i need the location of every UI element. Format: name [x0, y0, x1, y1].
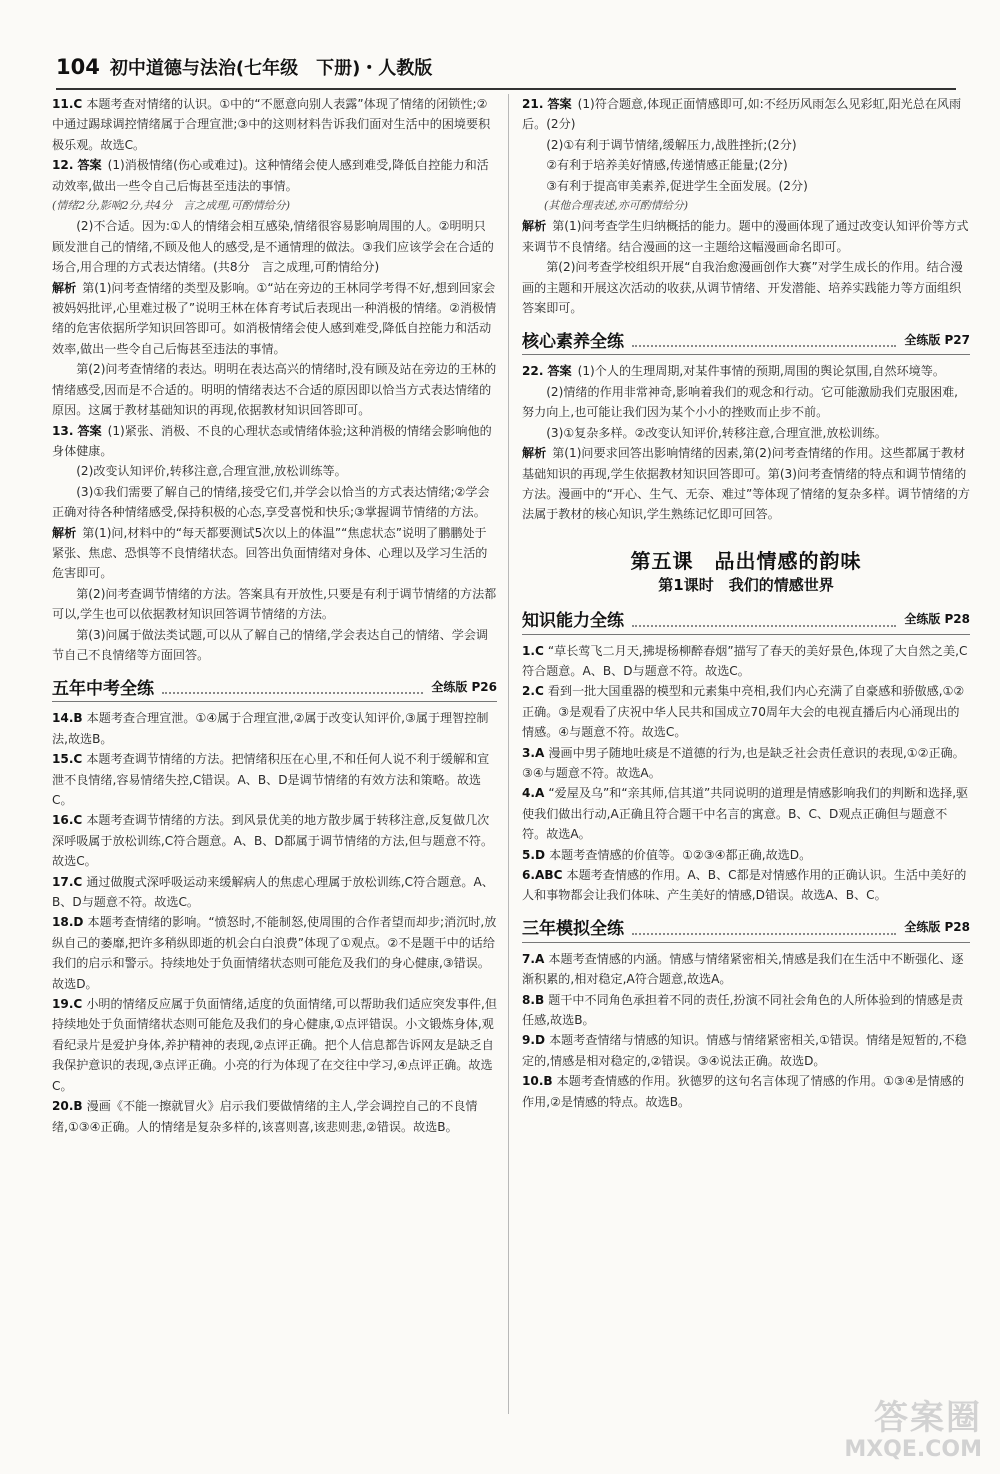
- lesson-subtitle: 第1课时 我们的情感世界: [658, 576, 834, 595]
- answer-list: [522, 949, 970, 1112]
- answer-item: 11.C 本题考查对情绪的认识。①中的“不愿意向别人表露”体现了情绪的闭锁性;②中通过踢球调控情绪属于合理宣泄;③中的这则材料告诉我们面对生活中的困境要积极乐观。故选C。: [52, 97, 491, 152]
- answer-text: “爱屋及乌”和“亲其师,信其道”共同说明的道理是情感影响我们的判断和选择,驱使我们做出行动,A正确且符合题干中名言的寓意。B、C、D观点正确但与题意不符。故选A。: [522, 786, 969, 842]
- analysis-paragraph: 第(3)问属于做法类试题,可以从了解自己的情绪,学会表达自己的情绪、学会调节自己不良情绪等方面回答。: [52, 627, 489, 662]
- dotted-leader: [632, 625, 896, 627]
- answer-number: 9.D: [522, 1033, 546, 1048]
- answer-number: 15.C: [52, 752, 83, 767]
- section-title: 三年模拟全练: [522, 919, 624, 940]
- section-header: [522, 326, 970, 355]
- answer-text: 看到一批大国重器的模型和元素集中亮相,我们内心充满了自豪感和骄傲感,①②正确。③是观看了庆祝中华人民共和国成立70周年大会的电视直播后内心涌现出的情感。④与题意不符。故选C。: [522, 684, 965, 740]
- answer-item: 12. 答案 (1)消极情绪(伤心或难过)。这种情绪会使人感到难受,降低自控能力和活动效率,做出一些令自己后悔甚至违法的事情。: [52, 158, 489, 193]
- dotted-leader: [632, 345, 896, 347]
- answer-item: [52, 810, 497, 871]
- section-title: 核心素养全练: [522, 332, 624, 353]
- answer-text: 本题考查情绪的影响。“愤怒时,不能制怒,使周围的合作者望而却步;消沉时,放纵自己的萎靡,把许多稍纵即逝的机会白白浪费”体现了①观点。②不是题干中的话给我们的启示和警示。持续地处于负面情绪状态则可能危及我们的身心健康,③错误。故选D。: [52, 915, 497, 991]
- analysis-paragraph: 解析 第(1)问,材料中的“每天都要测试5次以上的体温”“焦虑状态”说明了鹏鹏处于紧张、焦虑、恐惧等不良情绪状态。回答出负面情绪对身体、心理以及学习生活的危害即可。: [52, 525, 488, 581]
- answer-number: 7.A: [522, 951, 545, 966]
- analysis-paragraph: 第(2)问考查调节情绪的方法。答案具有开放性,只要是有利于调节情绪的方法都可以,学生也可以依据教材知识回答调节情绪的方法。: [52, 586, 497, 622]
- section-title: 五年中考全练: [52, 678, 154, 699]
- answer-number: 20.B: [52, 1099, 83, 1114]
- answer-item: [522, 681, 970, 742]
- answer-text: 通过做腹式深呼吸运动来缓解病人的焦虑心理属于放松训练,C符合题意。A、B、D与题意不符。故选C。: [52, 874, 494, 910]
- answer-number: 5.D: [522, 847, 546, 862]
- answer-item: [522, 743, 970, 784]
- score-note: (情绪2分,影响2分,共4分 言之成理,可酌情给分): [52, 199, 291, 213]
- answer-text: 本题考查合理宣泄。①④属于合理宣泄,②属于改变认知评价,③属于理智控制法,故选B。: [52, 711, 489, 746]
- answer-text: 本题考查情感的内涵。情感与情绪紧密相关,情感是我们在生活中不断强化、逐渐积累的,相对稳定,A符合题意,故选A。: [522, 951, 964, 987]
- answer-text: 题干中不同角色承担着不同的责任,扮演不同社会角色的人所体验到的情感是责任感,故选B。: [522, 992, 964, 1028]
- answer-text: 本题考查调节情绪的方法。到风景优美的地方散步属于转移注意,反复做几次深呼吸属于放松训练,C符合题意。A、B、D都属于调节情绪的方法,但与题意不符。故选C。: [52, 813, 494, 869]
- section-header: [522, 914, 970, 943]
- analysis-paragraph: 第(2)问考查情绪的表达。明明在表达高兴的情绪时,没有顾及站在旁边的王林的情绪感受,因而是不合适的。明明的情绪表达不合适的原因即以恰当方式表达情绪的原因。这属于教材基础知识的再现,依据教材知识回答即可。: [52, 362, 497, 418]
- answer-item: [52, 994, 497, 1096]
- answer-text: 本题考查情绪与情感的知识。情感与情绪紧密相关,①错误。情绪是短暂的,不稳定的,情感是相对稳定的,②错误。③④说法正确。故选D。: [522, 1033, 967, 1068]
- answer-item: [522, 845, 970, 865]
- answer-number: 6.ABC: [522, 868, 563, 882]
- answer-paragraph: ③有利于提高审美素养,促进学生全面发展。(2分): [546, 178, 808, 193]
- answer-item: [522, 990, 970, 1031]
- section-ref: 全练版 P28: [904, 920, 970, 935]
- answer-text: 本题考查情感的作用。狄德罗的这句名言体现了情感的作用。①③④是情感的作用,②是情感的特点。故选B。: [522, 1074, 965, 1109]
- answer-number: 16.C: [52, 813, 83, 828]
- dotted-leader: [632, 933, 896, 935]
- answer-number: 1.C: [522, 643, 544, 658]
- dotted-leader: [162, 692, 423, 694]
- answer-item: [522, 641, 970, 682]
- answer-item: [52, 1096, 497, 1137]
- answer-number: 18.D: [52, 915, 84, 930]
- answer-item: [522, 1071, 970, 1112]
- answer-number: 19.C: [52, 997, 83, 1012]
- score-note: (其他合理表述,亦可酌情给分): [544, 199, 689, 213]
- answer-number: 17.C: [52, 874, 83, 889]
- answer-number: 3.A: [522, 745, 545, 760]
- answer-item: [52, 872, 497, 913]
- answer-item: [52, 749, 497, 810]
- answer-item: [52, 912, 497, 994]
- page-number: 104: [56, 55, 100, 79]
- watermark: [782, 1398, 982, 1468]
- answer-item: [522, 865, 970, 906]
- left-column: [52, 94, 497, 1137]
- section-title: 知识能力全练: [522, 611, 624, 632]
- answer-text: 本题考查情感的作用。A、B、C都是对情感作用的正确认识。生活中美好的人和事物都会让我们体味、产生美好的情感,D错误。故选A、B、C。: [522, 868, 967, 903]
- section-header: [52, 673, 497, 702]
- book-title: 初中道德与法治(七年级 下册)・人教版: [109, 58, 433, 79]
- section-ref: 全练版 P28: [904, 612, 970, 627]
- answer-item: [522, 783, 970, 844]
- analysis-paragraph: 解析 第(1)问要求回答出影响情绪的因素,第(2)问考查情绪的作用。这些都属于教材基础知识的再现,学生依据教材知识回答即可。第(3)问考查情绪的特点和调节情绪的方法。漫画中的“开心、生气、无奈、难过”等体现了情绪的复杂多样。调节情绪的方法属于教材的核心知识,学生熟练记忆即可回答。: [522, 446, 970, 522]
- right-column: [522, 94, 970, 1112]
- section-header: [522, 606, 970, 635]
- answer-item: 13. 答案 (1)紧张、消极、不良的心理状态或情绪体验;这种消极的情绪会影响他的身体健康。: [52, 423, 492, 458]
- answer-item: [522, 1030, 970, 1071]
- answer-number: 2.C: [522, 684, 544, 699]
- analysis-paragraph: 解析 第(1)问考查情绪的类型及影响。①“站在旁边的王林同学考得不好,想到回家会被妈妈批评,心里难过极了”说明王林在体育考试后表现出一种消极的情绪。②消极情绪的危害依据所学知识回答即可。如消极情绪会使人感到难受,降低自控能力和活动效率,做出一些令自己后悔甚至违法的事情。: [52, 280, 497, 356]
- answer-item: [522, 949, 970, 990]
- answer-list: [522, 641, 970, 906]
- watermark-logo: 答案圈: [874, 1398, 982, 1438]
- answer-paragraph: (2)不合适。因为:①人的情绪会相互感染,情绪很容易影响周围的人。②明明只顾发泄自己的情绪,不顾及他人的感受,是不通情理的做法。③我们应该学会在合适的场合,用合理的方式表达情绪。(共8分 言之成理,可酌情给分): [52, 219, 494, 275]
- answer-item: 21. 答案 (1)符合题意,体现正面情感即可,如:不经历风雨怎么见彩虹,阳光总在风雨后。(2分): [522, 97, 962, 132]
- answer-list: [52, 708, 497, 1137]
- page-header: [56, 50, 956, 84]
- answer-number: 8.B: [522, 992, 545, 1007]
- header-rule: [56, 88, 956, 90]
- answer-paragraph: (2)改变认知评价,转移注意,合理宣泄,放松训练等。: [76, 464, 347, 479]
- answer-text: 本题考查调节情绪的方法。把情绪积压在心里,不和任何人说不利于缓解和宣泄不良情绪,容易情绪失控,C错误。A、B、D是调节情绪的有效方法和策略。故选C。: [52, 752, 490, 807]
- answer-text: “草长莺飞二月天,拂堤杨柳醉春烟”描写了春天的美好景色,体现了大自然之美,C符合题意。A、B、D与题意不符。故选C。: [522, 643, 968, 678]
- answer-text: 小明的情绪反应属于负面情绪,适度的负面情绪,可以帮助我们适应突发事件,但持续地处于负面情绪状态则可能危及我们的身心健康,①点评错误。小文锻炼身体,观看纪录片是爱护身体,养护精神的表现,②点评正确。把个人信息都告诉网友是缺乏自我保护意识的表现,③点评正确。小亮的行为体现了在交往中学习,④点评正确。故选C。: [52, 997, 497, 1093]
- answer-paragraph: (2)情绪的作用非常神奇,影响着我们的观念和行动。它可能激励我们克服困难,努力向上,也可能让我们因为某个小小的挫败而止步不前。: [522, 384, 959, 420]
- lesson-title: 第五课 品出情感的韵味: [630, 548, 862, 573]
- section-ref: 全练版 P27: [904, 333, 970, 348]
- answer-number: 4.A: [522, 786, 545, 801]
- answer-text: 漫画中男子随地吐痰是不道德的行为,也是缺乏社会责任意识的表现,①②正确。③④与题意不符。故选A。: [522, 745, 965, 780]
- answer-text: 本题考查情感的价值等。①②③④都正确,故选D。: [549, 847, 812, 862]
- section-ref: 全练版 P26: [431, 679, 497, 694]
- answer-number: 14.B: [52, 711, 83, 726]
- column-divider: [508, 94, 509, 1414]
- watermark-url: MXQE.COM: [844, 1437, 982, 1462]
- answer-text: 漫画《不能一擦就冒火》启示我们要做情绪的主人,学会调控自己的不良情绪,①③④正确。人的情绪是复杂多样的,该喜则喜,该悲则悲,②错误。故选B。: [52, 1099, 478, 1134]
- answer-paragraph: (3)①复杂多样。②改变认知评价,转移注意,合理宣泄,放松训练。: [546, 425, 887, 440]
- answer-item: [52, 708, 497, 749]
- answer-paragraph: (2)①有利于调节情绪,缓解压力,战胜挫折;(2分): [546, 137, 797, 152]
- answer-number: 10.B: [522, 1074, 553, 1089]
- answer-item: 22. 答案 (1)个人的生理周期,对某件事情的预期,周围的舆论氛围,自然环境等。: [522, 364, 945, 379]
- answer-paragraph: (3)①我们需要了解自己的情绪,接受它们,并学会以恰当的方式表达情绪;②学会正确对待各种情绪感受,保持积极的心态,享受喜悦和快乐;③掌握调节情绪的方法。: [52, 484, 490, 520]
- analysis-paragraph: 解析 第(1)问考查学生归纳概括的能力。题中的漫画体现了通过改变认知评价等方式来调节不良情绪。结合漫画的这一主题给这幅漫画命名即可。: [522, 219, 969, 254]
- answer-paragraph: ②有利于培养美好情感,传递情感正能量;(2分): [546, 158, 788, 173]
- analysis-paragraph: 第(2)问考查学校组织开展“自我治愈漫画创作大赛”对学生成长的作用。结合漫画的主题和开展这次活动的收获,从调节情绪、开发潜能、培养实践能力等方面组织答案即可。: [522, 260, 963, 316]
